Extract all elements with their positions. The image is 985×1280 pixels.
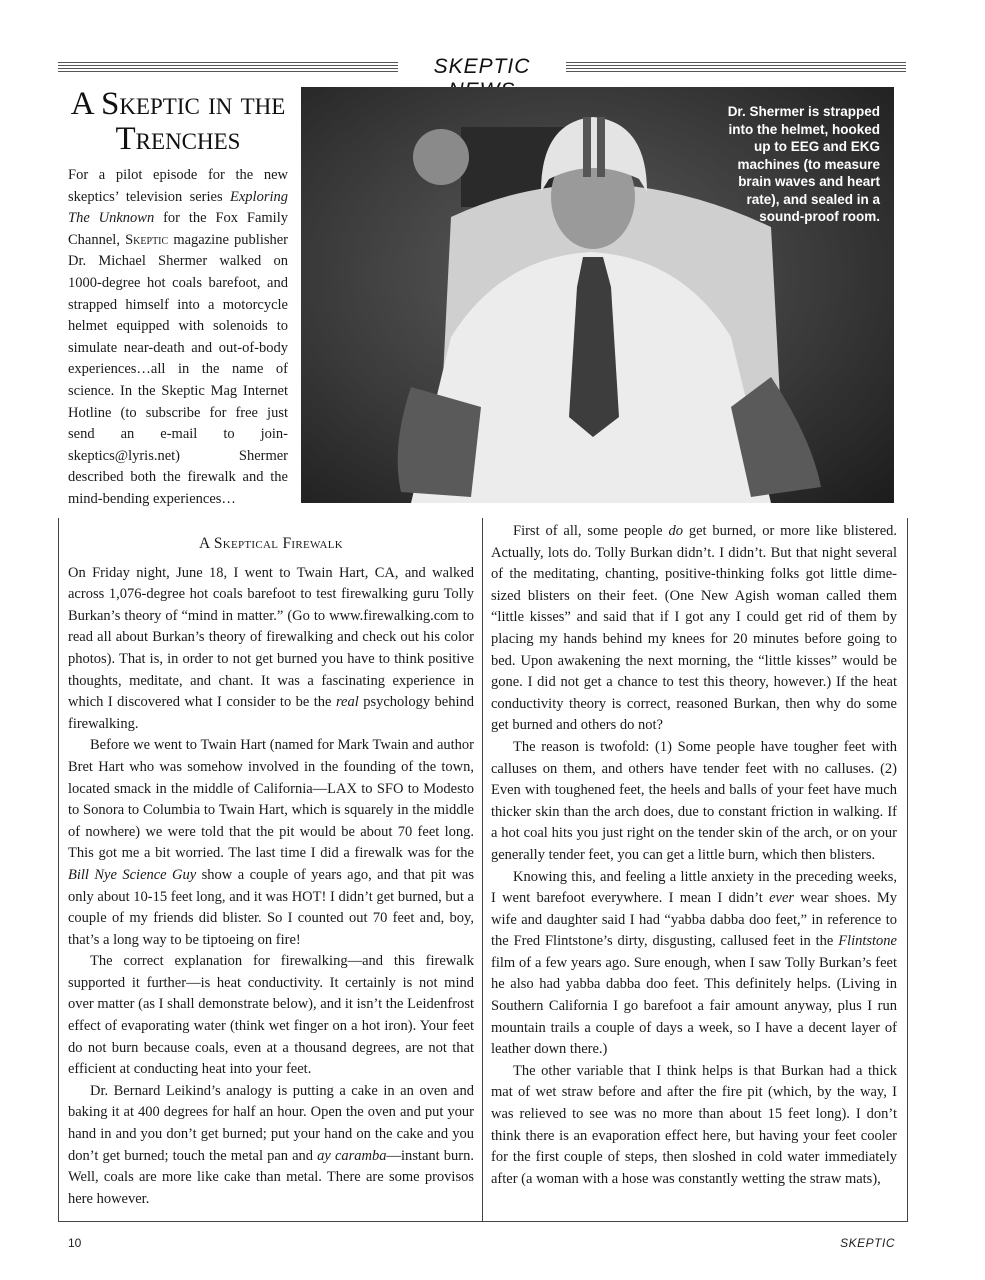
left-column [68, 521, 474, 1210]
magazine-name: Skeptic [125, 231, 169, 248]
header-rule-left [58, 61, 398, 72]
article-title: A Skeptic in the Trenches [70, 86, 286, 157]
column-divider [482, 518, 483, 1221]
left-arm [398, 387, 481, 497]
intro-text-3: magazine publisher Dr. Michael Shermer walked on 1000-degree hot coals barefoot, and strapped himself into a motorcycle helmet equipped with solenoids to simulate near-death and out-of-body experiences…all in the name of science. In the Skeptic Mag Internet Hotline (to subscribe for free just send an e-mail to join-skeptics@lyris.net) Shermer described both the firewalk and the mind-bending experiences… [68, 231, 289, 507]
paragraph: Dr. Bernard Leikind’s analogy is putting a cake in an oven and baking it at 400 degrees for half an hour. Open the oven and put your hand in and you don’t get burned; put your hand on the cake and you don’t get burned; touch the metal pan and ay caramba—instant burn. Well, coals are more like cake than metal. There are some provisos here however. [68, 1082, 474, 1207]
spare-helmet-shape [413, 129, 469, 185]
paragraph: Knowing this, and feeling a little anxiety in the preceding weeks, I went barefoot everywhere. I mean I didn’t ever wear shoes. My wife and daughter said I had “yabba dabba doo feet,” in reference to the Fred Flintstone’s dirty, disgusting, callused feet in the Flintstone film of a few years ago. Sure enough, when I saw Tolly Burkan’s feet he also had yabba dabba doo feet. This definitely helps. (Living in Southern California I go barefoot a fair amount anyway, plus I run mountain trails a couple of days a week, so I have a decent layer of leather down there.) [491, 868, 897, 1058]
helmet-stripe [597, 117, 605, 177]
show-title: Exploring The Unknown [68, 188, 288, 227]
paragraph: On Friday night, June 18, I went to Twain Hart, CA, and walked across 1,076-degree hot coals barefoot to test firewalking guru Tolly Burkan’s theory of “mind in matter.” (Go to www.firewalking.com to read all about Burkan’s theory of firewalking and check out his color photos). That is, in order to not get burned you have to think positive thoughts, meditate, and chant. It was a fascinating experience in which I discovered what I consider to be the real psychology behind firewalking. [68, 564, 475, 732]
paragraph: The correct explanation for firewalking—and this firewalk supported it further—is heat conductivity. It certainly is not mind over matter (as I shall demonstrate below), and it isn’t the Leidenfrost effect of evaporating water (think wet finger on a hot iron). Your feet do not burn because coals, even at a thousand degrees, are not that efficient at conducting heat into your feet. [68, 953, 474, 1078]
paragraph: First of all, some people do get burned, or more like blistered. Actually, lots do. Tolly Burkan didn’t. I didn’t. But that night several of the meditating, chanting, positive-thinking folks got little dime-sized blisters on their feet. (One New Agish woman called them “little kisses” and said that if I got any I could get rid of them by placing my hands behind my knees for 20 minutes before going to bed. Upon awakening the next morning, the “little kisses” would be gone. I did not get a chance to test this theory, however.) If the heat conductivity theory is correct, reasoned Burkan, then why do some get burned and others do not? [491, 523, 898, 734]
photo-caption: Dr. Shermer is strapped into the helmet, hooked up to EEG and EKG machines (to measure brain waves and heart rate), and sealed in a sound-proof room. [727, 104, 880, 224]
header-rule-right [566, 61, 906, 72]
helmet-stripe [583, 117, 591, 177]
paragraph: The reason is twofold: (1) Some people have tougher feet with calluses on them, and others have tender feet with no calluses. (2) Even with toughened feet, the heels and balls of your feet have much thicker skin than the arch does, due to constant friction in walking. If a hot coal hits you just right on the tender skin of the arch, or on your generally tender feet, you can get a little burn, which then blisters. [491, 738, 897, 863]
section-label: SKEPTIC [433, 55, 531, 78]
intro-text-1: For a pilot episode for the new skeptics’ television series [68, 167, 288, 205]
intro-text-2: for the Fox Family Channel, [68, 210, 288, 248]
paragraph: Before we went to Twain Hart (named for Mark Twain and author Bret Hart who was somehow involved in the founding of the town, located smack in the middle of California—LAX to SFO to Modesto to Sonora to Columbia to Twain Hart, which is squarely in the middle of nowhere) we were told that the pit would be about 70 feet long. This got me a bit worried. The last time I did a firewalk was for the Bill Nye Science Guy show a couple of years ago, and that pit was only about 10-15 feet long, and it was HOT! I didn’t get burned, but a couple of my friends did blister. So I counted out 70 feet and, boy, that’s a long way to be tiptoeing on fire! [68, 737, 475, 948]
page-number: 10 [68, 1236, 82, 1250]
article-photo [301, 87, 894, 503]
section-header [58, 57, 906, 79]
footer-magazine-name: SKEPTIC [840, 1236, 895, 1250]
subheading: A Skeptical Firewalk [199, 535, 343, 552]
right-column [491, 521, 897, 1190]
paragraph: The other variable that I think helps is that Burkan had a thick mat of wet straw before and after the fire pit (which, by the way, I was relieved to see was no more than about 15 feet long). I don’t think there is an evaporation effect here, but having your feet cooler for the first couple of steps, then sloshed in cold water immediately after (a woman with a hose was constantly wetting the straw mats), [491, 1062, 897, 1187]
intro-paragraph [68, 165, 288, 511]
